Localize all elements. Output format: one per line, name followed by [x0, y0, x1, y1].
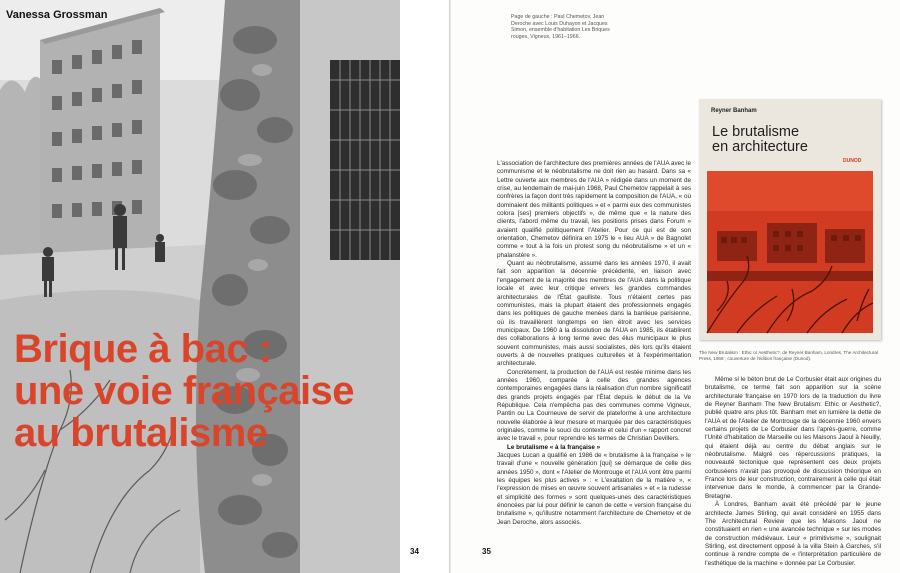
book-title-line-2: en architecture [712, 139, 808, 155]
right-page [451, 0, 900, 573]
headline-line-3: au brutalisme [14, 411, 268, 455]
photo-caption: Page de gauche : Paul Chemetov, Jean Deroche avec Louis Duhayon et Jacques Simon, ensemble d'habitation Les Briques rouges, Vigneux, 1961–1966. [511, 14, 610, 40]
paragraph: L'association de l'architecture des premières années de l'AUA avec le communisme et le néobrutalisme ne doit rien au hasard. Dans sa « Lettre ouverte aux membres de l'AUA » rédigée dans un moment de crise, au lendemain de mai-juin 1968, Paul Chemetov rappelait à ses confrères la façon dont très rapidement la composition de l'AUA, « où dominaient des militants politiques » et « parmi eux des communistes colora [ses] premiers objectifs », de même que « la nature des clients, l'abord même du travail, les positions prises dans Forum » avaient qualifié politiquement l'Atelier. Pour ce qui est de son orientation, Chemetov définira en 1975 le « lieu AUA » de Bagnolet comme « tout à la fois un protest song du néobrutalisme » et un « phalanstère ». [497, 160, 691, 259]
book-author: Reyner Banham [711, 108, 757, 114]
housing-photo [0, 0, 400, 573]
article-headline [14, 328, 354, 454]
headline-line-1: Brique à bac : [14, 327, 272, 371]
book-publisher: DUNOD [843, 158, 862, 164]
headline-line-2: une voie française [14, 369, 355, 413]
paragraph: Concrètement, la production de l'AUA est restée minime dans les années 1960, comparée à celle des grandes agences contemporaines engagées dans la réalisation d'un nombre significatif des grands projets engagés par l'État depuis le début de la Ve République. Cela n'empêcha pas des communes comme Vigneux, Pantin ou La Courneuve de servir de plateforme à une architecture nouvelle élaborée à leur mesure et marquée par des caractéristiques originales, comme le souci du contexte et celui d'un « rapport concret avec le travail », pour reprendre les termes de Christian Devillers. [497, 368, 691, 443]
paragraph: Quant au néobrutalisme, assumé dans les années 1970, il avait fait son apparition la décennie précédente, en liaison avec l'engagement de la majorité des membres de l'AUA dans la politique locale et avec leur critique envers les grandes commandes architecturales de l'État gaulliste. Tous n'étaient certes pas communistes, mais la plupart étaient des professionnels engagés dans les politiques de gauche menées dans la banlieue parisienne, où ils travaillèrent longtemps en lien étroit avec les services municipaux. De 1960 à la dissolution de l'AUA en 1985, ils établirent des collaborations à long terme avec des élus municipaux le plus souvent communistes, mais aussi socialistes, dès lors qu'ils étaient ouverts à de nouvelles pratiques culturelles et à l'expérimentation architecturale. [497, 260, 691, 368]
section-subhead: Le brutalisme « à la française » [507, 443, 601, 451]
left-page [0, 0, 449, 573]
page-number-left: 34 [410, 547, 419, 556]
book-title-line-1: Le brutalisme [712, 124, 800, 140]
book-cover [699, 99, 881, 340]
book-title [712, 125, 808, 155]
paragraph: Jacques Lucan a qualifié en 1986 de « brutalisme à la française » le travail d'une « nouvelle génération [qui] se démarque de celle des années 1950 », dont « l'Atelier de Montrouge et l'AUA vont être parmi les équipes les plus actives » : « L'exaltation de la matière », « l'expression de mises en œuvre souvent artisanales » et « la rudesse et simplicité des formes » sont quelques-unes des caractéristiques énoncées par lui pour définir le canon de cette « version française du brutalisme », qu'illustre notamment l'architecture de Chemetov et de Jean Deroche, alors associés. [497, 452, 691, 526]
paragraph: À Londres, Banham avait été précédé par le jeune architecte James Stirling, qui avait considéré en 1955 dans The Architectural Review que les Maisons Jaoul ne constituaient en rien « une avancée technique » sur les modes de construction médiévaux. Leur « primitivisme », soulignait Stirling, est directement opposé à la villa Stein à Garches, s'il continue à rendre compte de « l'interprétation particulière de l'esthétique de la machine » donnée par Le Corbusier. [705, 501, 881, 567]
body-column-1 [497, 160, 691, 556]
page-number-right: 35 [482, 547, 491, 556]
book-cover-image [707, 171, 873, 333]
paragraph: Même si le béton brut de Le Corbusier était aux origines du brutalisme, ce terme fait son apparition sur la scène architecturale française en 1970 lors de la traduction du livre de Reyner Banham The New Brutalism: Ethic or Aesthetic?, publié quatre ans plus tôt. Banham met en lumière la dette de l'AUA et de l'Atelier de Montrouge de la décennie 1960 envers certains projets de Le Corbusier dans l'après-guerre, comme l'Unité d'habitation de Marseille ou les Maisons Jaoul à Neuilly, qui étaient déjà au centre du débat anglais sur le néobrutalisme. Malgré ces répercussions pratiques, la nouveauté tectonique que représentent ces deux projets corbuséens n'avait pas provoqué de discussion théorique en France lors de leur construction, contrairement à celle qui était intervenue dans le monde, à commencer par la Grande-Bretagne. [705, 376, 881, 500]
body-column-2 [705, 376, 881, 567]
book-caption: The New Brutalism : Ethic or Aesthetic?, de Reyner Banham, Londres, The Architectural Press, 1966 ; couverture de l'édition française (Dunod). [699, 350, 878, 361]
author-name: Vanessa Grossman [6, 9, 108, 21]
